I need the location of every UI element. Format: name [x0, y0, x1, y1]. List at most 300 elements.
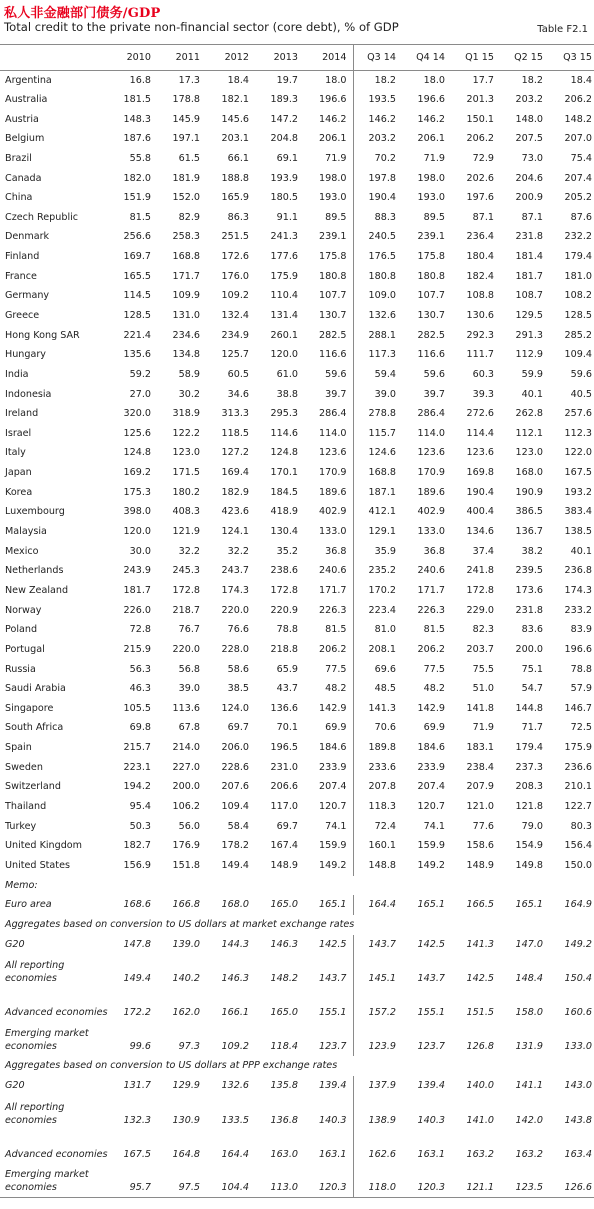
cell-value: 142.5 — [466, 973, 494, 985]
cell-value: 197.6 — [466, 192, 494, 204]
cell-value: 168.0 — [221, 899, 249, 911]
cell-value: 170.1 — [270, 467, 298, 479]
cell-value: 318.9 — [172, 408, 200, 420]
cell-value: 165.9 — [221, 192, 249, 204]
cell-value: 114.5 — [123, 290, 151, 302]
cell-value: 233.2 — [564, 604, 592, 616]
row-label: New Zealand — [5, 584, 69, 596]
cell-value: 146.3 — [270, 938, 298, 950]
cell-value: 418.9 — [270, 506, 298, 518]
country-row — [0, 287, 594, 307]
cell-value: 184.6 — [304, 738, 353, 758]
cell-value: 181.7 — [515, 270, 543, 282]
cell-value: 34.6 — [227, 388, 249, 400]
cell-value: 218.8 — [270, 643, 298, 655]
row-label: Spain — [5, 742, 32, 754]
cell-value: 175.3 — [123, 486, 151, 498]
cell-value: 137.9 — [368, 1079, 396, 1091]
cell-value: 95.7 — [108, 1164, 157, 1198]
cell-value: 135.6 — [123, 349, 151, 361]
row-label: Australia — [5, 93, 48, 105]
cell-value: 69.1 — [276, 152, 298, 164]
cell-value: 70.6 — [374, 722, 396, 734]
cell-value: 180.8 — [368, 270, 396, 282]
row-label: Poland — [5, 624, 38, 636]
cell-value: 135.8 — [270, 1079, 298, 1091]
cell-value: 215.9 — [123, 643, 151, 655]
row-label: Russia — [5, 663, 36, 675]
cell-value: 141.3 — [368, 702, 396, 714]
country-row — [0, 679, 594, 699]
cell-value: 139.4 — [417, 1079, 445, 1091]
cell-value: 179.4 — [564, 251, 592, 263]
cell-value: 72.4 — [374, 820, 396, 832]
cell-value: 114.6 — [270, 427, 298, 439]
row-label: Luxembourg — [5, 506, 65, 518]
cell-value: 126.8 — [466, 1041, 494, 1053]
cell-value: 187.6 — [123, 133, 151, 145]
cell-value: 142.0 — [515, 1114, 543, 1126]
cell-value: 86.3 — [227, 211, 249, 223]
cell-value: 181.9 — [172, 172, 200, 184]
market-aggregate-row — [0, 954, 594, 988]
cell-value: 87.6 — [570, 211, 592, 223]
cell-value: 203.1 — [221, 133, 249, 145]
cell-value: 123.9 — [368, 1041, 396, 1053]
cell-value: 72.8 — [129, 624, 151, 636]
cell-value: 123.7 — [304, 1022, 353, 1056]
cell-value: 157.2 — [368, 1007, 396, 1019]
cell-value: 83.9 — [570, 624, 592, 636]
cell-value: 150.4 — [564, 973, 592, 985]
cell-value: 383.4 — [564, 506, 592, 518]
row-label: Switzerland — [5, 781, 61, 793]
cell-value: 131.7 — [123, 1079, 151, 1091]
cell-value: 166.8 — [172, 899, 200, 911]
cell-value: 177.6 — [270, 251, 298, 263]
cell-value: 136.8 — [270, 1114, 298, 1126]
cell-value: 122.2 — [172, 427, 200, 439]
cell-value: 112.3 — [564, 427, 592, 439]
cell-value: 141.0 — [466, 1114, 494, 1126]
cell-value: 124.0 — [221, 702, 249, 714]
cell-value: 39.7 — [304, 385, 353, 405]
cell-value: 187.1 — [368, 486, 396, 498]
cell-value: 60.3 — [472, 368, 494, 380]
cell-value: 172.8 — [466, 584, 494, 596]
cell-value: 144.3 — [221, 938, 249, 950]
cell-value: 39.0 — [178, 683, 200, 695]
cell-value: 206.2 — [304, 640, 353, 660]
cell-value: 156.4 — [564, 840, 592, 852]
cell-value: 109.2 — [221, 1041, 249, 1053]
cell-value: 116.6 — [304, 345, 353, 365]
cell-value: 260.1 — [270, 329, 298, 341]
cell-value: 130.9 — [172, 1114, 200, 1126]
cell-value: 133.0 — [564, 1041, 592, 1053]
cell-value: 81.0 — [374, 624, 396, 636]
cell-value: 168.0 — [515, 467, 543, 479]
cell-value: 130.7 — [417, 310, 445, 321]
cell-value: 182.1 — [221, 93, 249, 105]
cell-value: 139.4 — [304, 1076, 353, 1096]
country-row — [0, 758, 594, 778]
cell-value: 288.1 — [368, 329, 396, 341]
cell-value: 111.7 — [466, 349, 494, 361]
cell-value: 226.0 — [123, 604, 151, 616]
cell-value: 76.6 — [227, 624, 249, 636]
cell-value: 89.5 — [304, 208, 353, 228]
cell-value: 160.6 — [564, 1007, 592, 1019]
cell-value: 140.0 — [466, 1079, 494, 1091]
cell-value: 115.7 — [368, 427, 396, 439]
table-label: Table F2.1 — [537, 24, 588, 35]
cell-value: 172.8 — [172, 584, 200, 596]
row-label: Advanced economies — [5, 1148, 108, 1160]
cell-value: 232.2 — [564, 231, 592, 243]
cell-value: 145.1 — [368, 973, 396, 985]
country-row — [0, 267, 594, 287]
cell-value: 239.1 — [304, 228, 353, 248]
cell-value: 105.5 — [123, 702, 151, 714]
ppp-aggregate-row — [0, 1164, 594, 1198]
cell-value: 122.7 — [564, 801, 592, 813]
cell-value: 168.8 — [368, 467, 396, 479]
cell-value: 124.8 — [270, 447, 298, 459]
cell-value: 189.6 — [417, 486, 445, 498]
country-row — [0, 326, 594, 346]
cell-value: 206.1 — [417, 133, 445, 145]
cell-value: 88.3 — [374, 211, 396, 223]
cell-value: 197.1 — [172, 133, 200, 145]
cell-value: 205.2 — [564, 192, 592, 204]
country-row — [0, 188, 594, 208]
cell-value: 172.2 — [123, 1007, 151, 1019]
cell-value: 59.6 — [423, 368, 445, 380]
header-col-6: Q4 14 — [402, 45, 451, 71]
cell-value: 238.4 — [466, 761, 494, 773]
row-label: Israel — [5, 427, 32, 439]
cell-value: 146.2 — [417, 113, 445, 125]
cell-value: 240.6 — [417, 565, 445, 577]
cell-value: 149.2 — [564, 938, 592, 950]
row-label: Netherlands — [5, 565, 64, 577]
cell-value: 124.1 — [221, 526, 249, 538]
cell-value: 184.5 — [270, 486, 298, 498]
cell-value: 151.8 — [172, 859, 200, 871]
cell-value: 286.4 — [417, 408, 445, 420]
cell-value: 400.4 — [466, 506, 494, 518]
cell-value: 149.2 — [304, 856, 353, 876]
cell-value: 239.5 — [515, 565, 543, 577]
cell-value: 145.9 — [172, 113, 200, 125]
cell-value: 164.4 — [221, 1148, 249, 1160]
cell-value: 56.0 — [178, 820, 200, 832]
row-label: Finland — [5, 251, 40, 263]
row-label: Brazil — [5, 152, 32, 164]
cell-value: 206.2 — [466, 133, 494, 145]
cell-value: 144.8 — [515, 702, 543, 714]
cell-value: 226.3 — [304, 601, 353, 621]
cell-value: 282.5 — [417, 329, 445, 341]
country-row — [0, 247, 594, 267]
cell-value: 233.6 — [368, 761, 396, 773]
country-row — [0, 856, 594, 876]
header-row — [0, 45, 594, 71]
cell-value: 196.6 — [304, 90, 353, 110]
table-body — [0, 71, 594, 1198]
cell-value: 109.9 — [172, 290, 200, 302]
cell-value: 97.5 — [157, 1164, 206, 1198]
cell-value: 208.3 — [515, 781, 543, 793]
cell-value: 181.4 — [515, 251, 543, 263]
cell-value: 27.0 — [129, 388, 151, 400]
cell-value: 89.5 — [423, 211, 445, 223]
cell-value: 36.8 — [304, 542, 353, 562]
cell-value: 163.2 — [466, 1148, 494, 1160]
cell-value: 140.2 — [172, 973, 200, 985]
market-aggregate-row — [0, 988, 594, 1022]
cell-value: 148.2 — [564, 113, 592, 125]
cell-value: 169.4 — [221, 467, 249, 479]
cell-value: 181.0 — [564, 270, 592, 282]
cell-value: 143.7 — [304, 954, 353, 988]
cell-value: 149.8 — [515, 859, 543, 871]
cell-value: 196.6 — [564, 643, 592, 655]
row-label: G20 — [5, 938, 25, 950]
cell-value: 313.3 — [221, 408, 249, 420]
cell-value: 81.5 — [304, 620, 353, 640]
cell-value: 121.1 — [451, 1164, 500, 1198]
cell-value: 167.5 — [123, 1148, 151, 1160]
row-label: Korea — [5, 486, 33, 498]
header-col-8: Q2 15 — [500, 45, 549, 71]
cell-value: 123.6 — [417, 447, 445, 459]
cell-value: 207.0 — [564, 133, 592, 145]
cell-value: 146.2 — [368, 113, 396, 125]
cell-value: 18.4 — [570, 74, 592, 86]
cell-value: 79.0 — [521, 820, 543, 832]
cell-value: 165.0 — [270, 1007, 298, 1019]
country-row — [0, 620, 594, 640]
cell-value: 56.8 — [178, 663, 200, 675]
cell-value: 171.7 — [417, 584, 445, 596]
cell-value: 164.4 — [368, 899, 396, 911]
cell-value: 193.9 — [270, 172, 298, 184]
cell-value: 131.9 — [515, 1041, 543, 1053]
cell-value: 54.7 — [521, 683, 543, 695]
cell-value: 160.1 — [368, 840, 396, 852]
cell-value: 32.2 — [227, 545, 249, 557]
cell-value: 178.8 — [172, 93, 200, 105]
cell-value: 145.6 — [221, 113, 249, 125]
cell-value: 163.1 — [417, 1148, 445, 1160]
cell-value: 69.9 — [423, 722, 445, 734]
cell-value: 107.7 — [417, 290, 445, 302]
cell-value: 121.9 — [172, 526, 200, 538]
cell-value: 38.5 — [227, 683, 249, 695]
cell-value: 32.2 — [178, 545, 200, 557]
cell-value: 182.4 — [466, 270, 494, 282]
cell-value: 147.8 — [123, 938, 151, 950]
memo-label-text: Memo: — [5, 879, 38, 891]
cell-value: 97.3 — [178, 1041, 200, 1053]
cell-value: 59.6 — [304, 365, 353, 385]
cell-value: 69.8 — [129, 722, 151, 734]
cell-value: 170.2 — [368, 584, 396, 596]
cell-value: 168.8 — [172, 251, 200, 263]
cell-value: 214.0 — [172, 742, 200, 754]
cell-value: 197.8 — [368, 172, 396, 184]
cell-value: 236.8 — [564, 565, 592, 577]
cell-value: 17.7 — [472, 74, 494, 86]
row-label: All reporting economies — [5, 1101, 65, 1126]
cell-value: 82.3 — [472, 624, 494, 636]
cell-value: 163.2 — [515, 1148, 543, 1160]
cell-value: 207.4 — [304, 778, 353, 798]
country-row — [0, 385, 594, 405]
cell-value: 78.8 — [276, 624, 298, 636]
cell-value: 18.0 — [423, 74, 445, 86]
cell-value: 251.5 — [221, 231, 249, 243]
cell-value: 17.3 — [178, 74, 200, 86]
cell-value: 123.6 — [466, 447, 494, 459]
cell-value: 154.9 — [515, 840, 543, 852]
cell-value: 35.9 — [374, 545, 396, 557]
cell-value: 113.0 — [255, 1164, 304, 1198]
header-country — [0, 45, 108, 71]
cell-value: 193.5 — [368, 93, 396, 105]
cell-value: 109.4 — [564, 349, 592, 361]
header-col-4: 2014 — [304, 45, 353, 71]
cell-value: 278.8 — [368, 408, 396, 420]
row-label: Saudi Arabia — [5, 683, 66, 695]
cell-value: 124.6 — [368, 447, 396, 459]
cell-value: 147.2 — [270, 113, 298, 125]
cell-value: 46.3 — [129, 683, 151, 695]
market-section-heading-text: Aggregates based on conversion to US dollars at market exchange rates — [5, 918, 355, 930]
cell-value: 412.1 — [368, 506, 396, 518]
cell-value: 141.1 — [515, 1079, 543, 1091]
cell-value: 149.4 — [123, 973, 151, 985]
row-label: Italy — [5, 447, 26, 459]
row-label: Argentina — [5, 74, 52, 86]
cell-value: 19.7 — [276, 74, 298, 86]
cell-value: 152.0 — [172, 192, 200, 204]
row-label: Mexico — [5, 545, 39, 557]
country-row — [0, 503, 594, 523]
row-label: Thailand — [5, 801, 47, 813]
cell-value: 106.2 — [172, 801, 200, 813]
cell-value: 18.4 — [227, 74, 249, 86]
memo-euro-area-row — [0, 895, 594, 915]
cell-value: 121.0 — [466, 801, 494, 813]
cell-value: 220.0 — [172, 643, 200, 655]
cell-value: 146.2 — [304, 110, 353, 130]
row-label: Canada — [5, 172, 42, 184]
row-label: Advanced economies — [5, 1007, 108, 1019]
cell-value: 166.5 — [466, 899, 494, 911]
cell-value: 164.8 — [172, 1148, 200, 1160]
cell-value: 167.5 — [564, 467, 592, 479]
cell-value: 142.9 — [417, 702, 445, 714]
cell-value: 50.3 — [129, 820, 151, 832]
cell-value: 398.0 — [123, 506, 151, 518]
header-col-0: 2010 — [108, 45, 157, 71]
cell-value: 59.4 — [374, 368, 396, 380]
cell-value: 87.1 — [521, 211, 543, 223]
cell-value: 131.0 — [172, 310, 200, 321]
cell-value: 40.1 — [521, 388, 543, 400]
cell-value: 136.7 — [515, 526, 543, 538]
country-row — [0, 640, 594, 660]
row-label: Euro area — [5, 899, 52, 911]
cell-value: 38.2 — [521, 545, 543, 557]
cell-value: 169.2 — [123, 467, 151, 479]
cell-value: 81.5 — [129, 211, 151, 223]
market-section-heading — [0, 915, 594, 935]
cell-value: 71.9 — [304, 149, 353, 169]
cell-value: 257.6 — [564, 408, 592, 420]
cell-value: 134.6 — [466, 526, 494, 538]
cell-value: 77.5 — [304, 660, 353, 680]
header-col-2: 2012 — [206, 45, 255, 71]
country-row — [0, 129, 594, 149]
country-row — [0, 404, 594, 424]
country-row — [0, 719, 594, 739]
cell-value: 223.1 — [123, 761, 151, 773]
cell-value: 193.0 — [417, 192, 445, 204]
cell-value: 72.9 — [472, 152, 494, 164]
cell-value: 179.4 — [515, 742, 543, 754]
country-row — [0, 71, 594, 91]
cell-value: 120.3 — [304, 1164, 353, 1198]
cell-value: 150.0 — [564, 859, 592, 871]
cell-value: 16.8 — [129, 74, 151, 86]
cell-value: 126.6 — [549, 1164, 594, 1198]
cell-value: 386.5 — [515, 506, 543, 518]
cell-value: 48.2 — [423, 683, 445, 695]
cell-value: 56.3 — [129, 663, 151, 675]
cell-value: 228.0 — [221, 643, 249, 655]
cell-value: 118.4 — [270, 1041, 298, 1053]
cell-value: 37.4 — [472, 545, 494, 557]
cell-value: 80.3 — [570, 820, 592, 832]
cell-value: 180.2 — [172, 486, 200, 498]
cell-value: 71.9 — [423, 152, 445, 164]
cell-value: 182.7 — [123, 840, 151, 852]
market-aggregate-row — [0, 1022, 594, 1056]
cell-value: 66.1 — [227, 152, 249, 164]
cell-value: 134.8 — [172, 349, 200, 361]
cell-value: 132.6 — [221, 1079, 249, 1091]
cell-value: 60.5 — [227, 368, 249, 380]
cell-value: 204.6 — [515, 172, 543, 184]
cell-value: 74.1 — [304, 817, 353, 837]
row-label: United Kingdom — [5, 840, 83, 852]
cell-value: 207.6 — [221, 781, 249, 793]
cell-value: 193.0 — [304, 188, 353, 208]
header-col-5: Q3 14 — [353, 45, 402, 71]
cell-value: 67.8 — [178, 722, 200, 734]
cell-value: 291.3 — [515, 329, 543, 341]
country-row — [0, 169, 594, 189]
cell-value: 180.8 — [304, 267, 353, 287]
cell-value: 169.7 — [123, 251, 151, 263]
cell-value: 143.7 — [368, 938, 396, 950]
cell-value: 151.9 — [123, 192, 151, 204]
cell-value: 175.9 — [270, 270, 298, 282]
